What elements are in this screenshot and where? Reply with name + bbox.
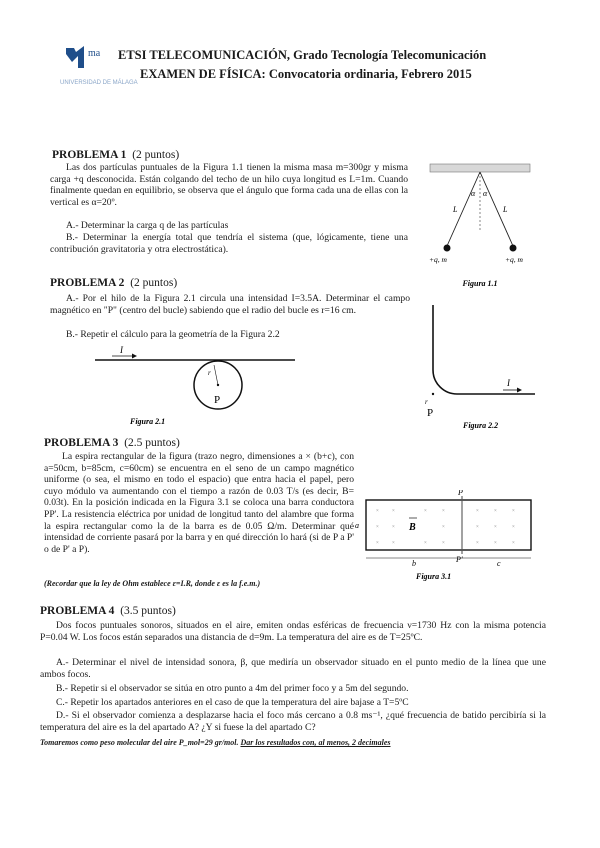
svg-text:×: ×	[424, 509, 427, 514]
svg-text:×: ×	[494, 509, 497, 514]
logo-text: ma	[88, 48, 101, 59]
label-I-2: I	[507, 378, 510, 388]
problem-3-text: La espira rectangular de la figura (trazo negro, dimensiones a × (b+c), con a=50cm, b=85cm, c=60cm) se encuentra en el seno de un campo magnético uniforme (o sea, el mismo en todo el espacio) que entra hacia el papel, pero cuyo módulo va aumentando con el tiempo a razón de 0.03 T/s (es decir, B= 0.03t). En la posición indicada en la Figura 3.1 se coloca una barra conductora PP'. La resistencia eléctrica por unidad de longitud tanto del alambre que forma la espira rectangular como la de la barra es de 0.05 Ω/m. Determinar qué intensidad de corriente pasará por la barra y en qué dirección lo hará (si de P a P' o de P' a P).	[44, 451, 354, 555]
figure-1-1-caption: Figura 1.1	[462, 279, 498, 288]
label-b: b	[412, 559, 416, 568]
problem-2-points: (2 puntos)	[130, 277, 178, 289]
label-L-right: L	[503, 205, 508, 214]
figure-3-1	[352, 490, 537, 584]
label-P-bar: P	[458, 490, 463, 497]
rectangular-loop	[366, 500, 531, 550]
problem-4-note	[40, 738, 560, 747]
problem-1-label: PROBLEMA 1	[52, 149, 127, 161]
label-P: P	[214, 394, 221, 406]
problem-4-text: Dos focos puntuales sonoros, situados en el aire, emiten ondas esféricas de frecuencia ν=1730 Hz con la misma potencia P=0.04 W. Los focos están separados una distancia de d=9m. La temperatura del aire es de T=25ºC.	[40, 620, 546, 643]
decimals-note: Dar los resultados con, al menos, 2 decimales	[240, 738, 391, 747]
label-right-charge: +q, m	[505, 255, 523, 264]
svg-text:×: ×	[512, 541, 515, 546]
problem-1-part-b: B.- Determinar la energía total que tendría el sistema (que, lógicamente, tiene una contribución gravitatoria y otra electrostática).	[50, 232, 408, 255]
right-thread	[480, 172, 513, 246]
svg-text:×: ×	[424, 541, 427, 546]
svg-text:×: ×	[512, 525, 515, 530]
right-particle	[510, 245, 517, 252]
problem-4-points: (3.5 puntos)	[120, 605, 176, 617]
problem-3-label: PROBLEMA 3	[44, 437, 119, 449]
label-B: B	[409, 522, 416, 533]
svg-text:×: ×	[442, 509, 445, 514]
problem-4-part-b: B.- Repetir si el observador se sitúa en otro punto a 4m del primer foco y a 5m del segundo.	[56, 683, 409, 694]
left-thread	[447, 172, 480, 246]
label-c: c	[497, 559, 501, 568]
problem-2-part-b: B.- Repetir el cálculo para la geometría de la Figura 2.2	[66, 329, 280, 340]
logo-mark-icon	[62, 42, 110, 74]
svg-text:×: ×	[494, 541, 497, 546]
figure-2-1	[90, 345, 300, 430]
point-P-2	[432, 393, 434, 395]
problem-1-part-a: A.- Determinar la carga q de las partículas	[66, 220, 229, 231]
svg-text:×: ×	[376, 509, 379, 514]
ceiling	[430, 164, 530, 172]
svg-text:×: ×	[476, 541, 479, 546]
svg-text:×: ×	[494, 525, 497, 530]
header-line-1: ETSI TELECOMUNICACIÓN, Grado Tecnología Telecomunicación	[118, 48, 487, 62]
svg-text:×: ×	[376, 541, 379, 546]
label-left-charge: +q, m	[429, 255, 447, 264]
figure-2-2-caption: Figura 2.2	[463, 421, 499, 430]
radius-line	[214, 365, 218, 385]
label-r-2: r	[425, 398, 428, 406]
problem-3-points: (2.5 puntos)	[124, 437, 180, 449]
molecular-weight-note: Tomaremos como peso molecular del aire P_mol=29 gr/mol.	[40, 738, 239, 747]
svg-text:×: ×	[376, 525, 379, 530]
header-line-2: EXAMEN DE FÍSICA: Convocatoria ordinaria, Febrero 2015	[140, 67, 472, 81]
problem-2-part-a: A.- Por el hilo de la Figura 2.1 circula una intensidad I=3.5A. Determinar el campo magnético en "P" (centro del bucle) sabiendo que el radio del bucle es r=16 cm.	[50, 293, 410, 316]
figure-3-1-caption: Figura 3.1	[416, 572, 452, 581]
svg-text:×: ×	[392, 525, 395, 530]
label-r: r	[208, 369, 211, 377]
problem-4-label: PROBLEMA 4	[40, 605, 115, 617]
problem-2-label: PROBLEMA 2	[50, 277, 125, 289]
figure-2-2	[405, 300, 540, 432]
point-P	[217, 384, 219, 386]
svg-text:×: ×	[392, 541, 395, 546]
current-arrow-icon	[132, 354, 137, 359]
problem-4-part-d: D.- Si el observador comienza a desplazarse hacia el foco más cercano a 0.8 ms⁻¹, ¿qué frecuencia de batido percibiría si la temperatura del aire es la del apartado A? ¿Y si fuese la del apartado C?	[40, 710, 546, 733]
problem-1-points: (2 puntos)	[132, 149, 180, 161]
problem-3-note: (Recordar que la ley de Ohm establece ε=I.R, donde ε es la f.e.m.)	[44, 579, 261, 588]
svg-text:×: ×	[512, 509, 515, 514]
problem-4-title	[40, 605, 176, 617]
field-crosses	[376, 509, 515, 546]
svg-text:×: ×	[392, 509, 395, 514]
label-alpha-right: α	[483, 189, 488, 198]
label-a: a	[355, 521, 359, 530]
problem-1-text: Las dos partículas puntuales de la Figura 1.1 tienen la misma masa m=300gr y misma carga +q desconocida. Están colgando del techo de un hilo cuya longitud es L=1m. Cuando finalmente quedan en equilibrio, se observa que el ángulo que forma cada una de ellas con la vertical es α=20º.	[50, 162, 408, 208]
logo-subtitle: UNIVERSIDAD DE MÁLAGA	[60, 80, 138, 86]
problem-2-title	[50, 277, 177, 289]
svg-text:×: ×	[476, 525, 479, 530]
problem-3-title	[44, 437, 180, 449]
figure-1-1	[425, 160, 535, 290]
svg-text:×: ×	[442, 525, 445, 530]
current-arrow-icon-2	[517, 388, 522, 393]
problem-4-part-a: A.- Determinar el nivel de intensidad sonora, β, que mediría un observador situado en el punto medio de la línea que une ambos focos.	[40, 657, 546, 680]
left-particle	[444, 245, 451, 252]
svg-text:×: ×	[442, 541, 445, 546]
label-I: I	[120, 345, 123, 355]
label-alpha-left: α	[471, 189, 476, 198]
quarter-loop	[433, 370, 457, 394]
problem-1-title	[52, 149, 179, 161]
problem-4-part-c: C.- Repetir los apartados anteriores en el caso de que la temperatura del aire bajase a T=5ºC	[56, 697, 409, 708]
label-P-2: P	[427, 407, 434, 419]
label-P-prime: P'	[456, 555, 463, 564]
label-L-left: L	[453, 205, 458, 214]
svg-text:×: ×	[476, 509, 479, 514]
figure-2-1-caption: Figura 2.1	[130, 417, 166, 426]
